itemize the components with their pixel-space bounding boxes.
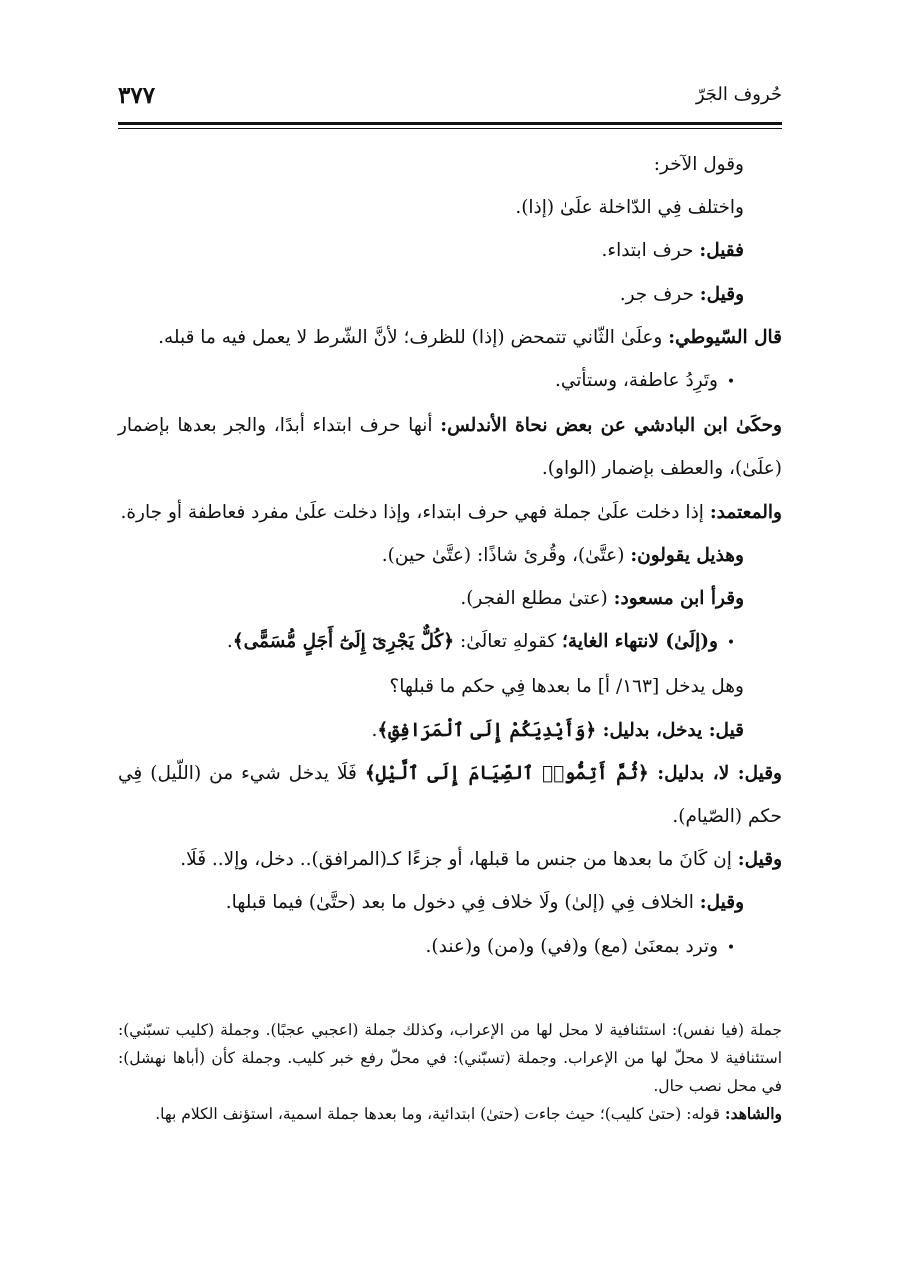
bullet-icon: • [726, 635, 736, 652]
paragraph: واختلف فِي الدّاخلة علَىٰ (إذا). [515, 197, 744, 219]
running-title: حُروف الجَرّ [695, 84, 782, 105]
paragraph: وقول الآخر: [653, 154, 744, 175]
header-rule-thin [118, 128, 782, 129]
paragraph: وحكَىٰ ابن البادشي عن بعض نحاة الأندلس: أنها حرف ابتداء أبدًا، والجر بعدها بإضمار (علَىٰ)، والعطف بإضمار (الواو). [118, 415, 782, 480]
bullet-item: •و(إلَىٰ) لانتهاء الغاية؛ كقولهِ تعالَىٰ: ﴿كُلٌّ يَجْرِىٓ إِلَىٰٓ أَجَلٍ مُّسَمًّى﴾. [118, 620, 782, 665]
paragraph: والمعتمد: إذا دخلت علَىٰ جملة فهي حرف ابتداء، وإذا دخلت علَىٰ مفرد فعاطفة أو جارة. [120, 501, 782, 523]
paragraph: وقيل: الخلاف فِي (إلىٰ) ولَا خلاف فِي دخول ما بعد (حتَّىٰ) فيما قبلها. [225, 892, 744, 914]
header-rule-thick [118, 122, 782, 125]
bullet-item: •وترد بمعنَىٰ (مع) و(في) و(من) و(عند). [118, 925, 782, 970]
footnotes [118, 1016, 782, 1128]
page-number: ٣٧٧ [118, 82, 156, 109]
bullet-item: •وتَرِدُ عاطفة، وستأتي. [118, 359, 782, 404]
paragraph: وهل يدخل [١٦٣/ أ] ما بعدها فِي حكم ما قبلها؟ [389, 676, 744, 698]
quran-verse: ﴿وَأَيْدِيَكُمْ إِلَى ٱلْمَرَافِقِ﴾ [377, 719, 603, 741]
paragraph: وقيل: حرف جر. [619, 283, 744, 305]
paragraph: فقيل: حرف ابتداء. [601, 240, 744, 262]
paragraph: قيل: يدخل، بدليل: ﴿وَأَيْدِيَكُمْ إِلَى ٱلْمَرَافِقِ﴾. [371, 719, 744, 741]
bullet-icon: • [726, 939, 736, 956]
paragraph: وقرأ ابن مسعود: (عتىٰ مطلع الفجر). [460, 588, 744, 610]
page-header [118, 78, 782, 118]
bullet-icon: • [726, 374, 736, 391]
footnote: جملة (فيا نفس): استئنافية لا محل لها من الإعراب، وكذلك جملة (اعجبي عجبًا). وجملة (كليب تسبّني): استئنافية لا محلّ لها من الإعراب. وجملة (تسبّني): في محلّ رفع خبر كليب. وجملة كأن (أباها نهشل): في محل نصب حال. [118, 1021, 782, 1095]
main-text [118, 143, 782, 970]
paragraph: وهذيل يقولون: (عتَّىٰ)، وقُرئ شاذًا: (عتَّىٰ حين). [381, 544, 744, 566]
paragraph: قال السّيوطي: وعلَىٰ الثّاني تتمحض (إذا) للظرف؛ لأنَّ الشّرط لا يعمل فيه ما قبله. [158, 326, 782, 348]
quran-verse: ﴿ثُمَّ أَتِمُّوا۟ ٱلصِّيَامَ إِلَى ٱلَّيْلِ﴾ [364, 762, 658, 784]
footnote: والشاهد: قوله: (حتىٰ كليب)؛ حيث جاءت (حتىٰ) ابتدائية، وما بعدها جملة اسمية، استؤنف الكلام بها. [155, 1104, 782, 1123]
quran-verse: ﴿كُلٌّ يَجْرِىٓ إِلَىٰٓ أَجَلٍ مُّسَمًّى﴾ [232, 631, 455, 653]
paragraph: وقيل: إن كَانَ ما بعدها من جنس ما قبلها، أو جزءًا كـ(المرافق).. دخل، وإلا.. فَلَا. [180, 849, 782, 871]
paragraph: وقيل: لا، بدليل: ﴿ثُمَّ أَتِمُّوا۟ ٱلصِّيَامَ إِلَى ٱلَّيْلِ﴾ فَلَا يدخل شيء من (اللّيل) فِي حكم (الصّيام). [118, 762, 782, 828]
